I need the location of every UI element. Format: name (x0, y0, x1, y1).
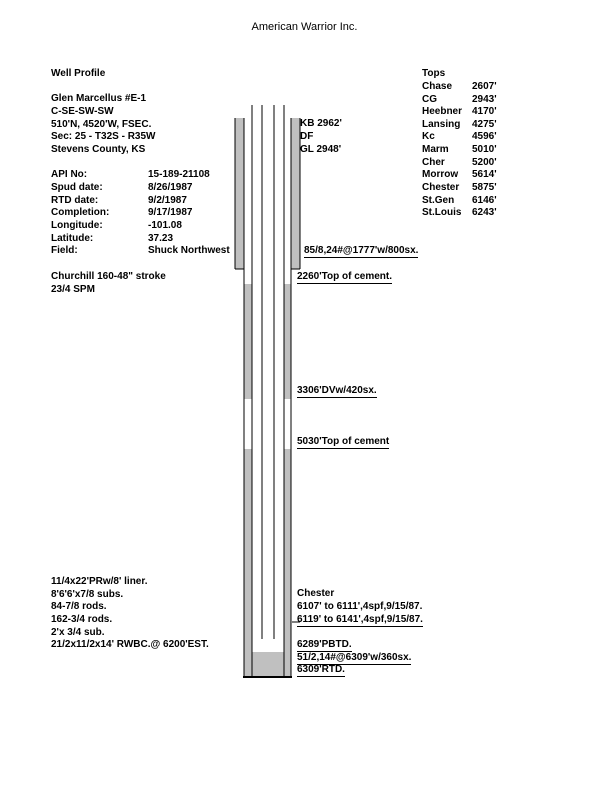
top-name: Chester (422, 182, 460, 193)
top-cement-2-label (297, 436, 389, 448)
info-value: 9/17/1987 (148, 207, 193, 218)
top-depth: 2607' (472, 81, 497, 92)
pump-unit: Churchill 160-48" stroke (51, 271, 166, 282)
prod-cement-right-upper (284, 284, 291, 399)
dv-tool-label (297, 385, 377, 397)
prod-casing-label (297, 652, 411, 664)
elevation-kb: KB 2962' (300, 118, 342, 129)
pump-spm: 23/4 SPM (51, 284, 95, 295)
top-name: CG (422, 94, 437, 105)
top-depth: 5200' (472, 157, 497, 168)
prod-casing-text: 51/2,14#@6309'w/360sx. (297, 652, 412, 663)
top-name: Chase (422, 81, 453, 92)
pbtd-label (297, 639, 352, 651)
perf-1-label: 6107' to 6111',4spf,9/15/87. (297, 601, 423, 612)
top-name: Marm (422, 144, 449, 155)
top-name: Morrow (422, 169, 459, 180)
perf-2-text: 6119' to 6141',4spf,9/15/87. (297, 614, 423, 625)
equipment-item: 11/4x22'PRw/8' liner. (51, 576, 148, 587)
surface-casing-label (304, 245, 418, 257)
prod-cement-left-upper (244, 284, 252, 399)
company-name: American Warrior Inc. (251, 21, 358, 33)
info-label: API No: (51, 169, 88, 180)
cement-fill (235, 118, 300, 677)
top-depth: 4170' (472, 106, 497, 117)
dv-tool-text: 3306'DVw/420sx. (297, 385, 377, 396)
equipment-item: 21/2x11/2x14' RWBC.@ 6200'EST. (51, 639, 209, 650)
info-label: Longitude: (51, 220, 103, 231)
info-value: 15-189-21108 (148, 169, 210, 180)
well-county: Stevens County, KS (51, 144, 146, 155)
equipment-item: 162-3/4 rods. (51, 614, 113, 625)
info-value: Shuck Northwest (148, 245, 230, 256)
top-name: Lansing (422, 119, 461, 130)
top-name: Kc (422, 131, 435, 142)
top-depth: 4596' (472, 131, 497, 142)
rtd-label (297, 664, 345, 676)
top-name: Cher (422, 157, 445, 168)
top-name: St.Louis (422, 207, 462, 218)
well-section: Sec: 25 - T32S - R35W (51, 131, 156, 142)
formation-label: Chester (297, 588, 335, 599)
equipment-item: 8'6'6'x7/8 subs. (51, 589, 124, 600)
equipment-item: 84-7/8 rods. (51, 601, 107, 612)
top-cement-1-label (297, 271, 392, 283)
well-location: C-SE-SW-SW (51, 106, 114, 117)
info-label: RTD date: (51, 195, 99, 206)
bottom-cement (252, 652, 284, 677)
info-label: Spud date: (51, 182, 103, 193)
top-cement-2-text: 5030'Top of cement (297, 436, 390, 447)
prod-cement-right-lower (284, 449, 291, 677)
top-depth: 5875' (472, 182, 497, 193)
top-name: St.Gen (422, 195, 455, 206)
top-depth: 2943' (472, 94, 497, 105)
top-depth: 5010' (472, 144, 497, 155)
well-footage: 510'N, 4520'W, FSEC. (51, 119, 152, 130)
top-cement-1-text: 2260'Top of cement. (297, 271, 392, 282)
top-name: Heebner (422, 106, 463, 117)
elevation-gl: GL 2948' (300, 144, 342, 155)
info-label: Completion: (51, 207, 110, 218)
top-depth: 6243' (472, 207, 497, 218)
profile-title: Well Profile (51, 68, 106, 79)
info-value: 9/2/1987 (148, 195, 187, 206)
info-value: 8/26/1987 (148, 182, 193, 193)
top-depth: 4275' (472, 119, 497, 130)
surface-cement-left (235, 118, 244, 269)
top-depth: 5614' (472, 169, 497, 180)
elevation-df: DF (300, 131, 314, 142)
rtd-text: 6309'RTD. (297, 664, 345, 675)
info-value: 37.23 (148, 233, 174, 244)
equipment-item: 2'x 3/4 sub. (51, 627, 105, 638)
info-label: Latitude: (51, 233, 94, 244)
perf-2-label (297, 614, 423, 626)
info-label: Field: (51, 245, 78, 256)
prod-cement-left-lower (244, 449, 252, 677)
info-value: -101.08 (148, 220, 182, 231)
top-depth: 6146' (472, 195, 497, 206)
surface-casing-text: 85/8,24#@1777'w/800sx. (304, 245, 419, 256)
surface-cement-right (291, 118, 300, 269)
tops-title: Tops (422, 68, 446, 79)
pbtd-text: 6289'PBTD. (297, 639, 352, 650)
well-name: Glen Marcellus #E-1 (51, 93, 147, 104)
